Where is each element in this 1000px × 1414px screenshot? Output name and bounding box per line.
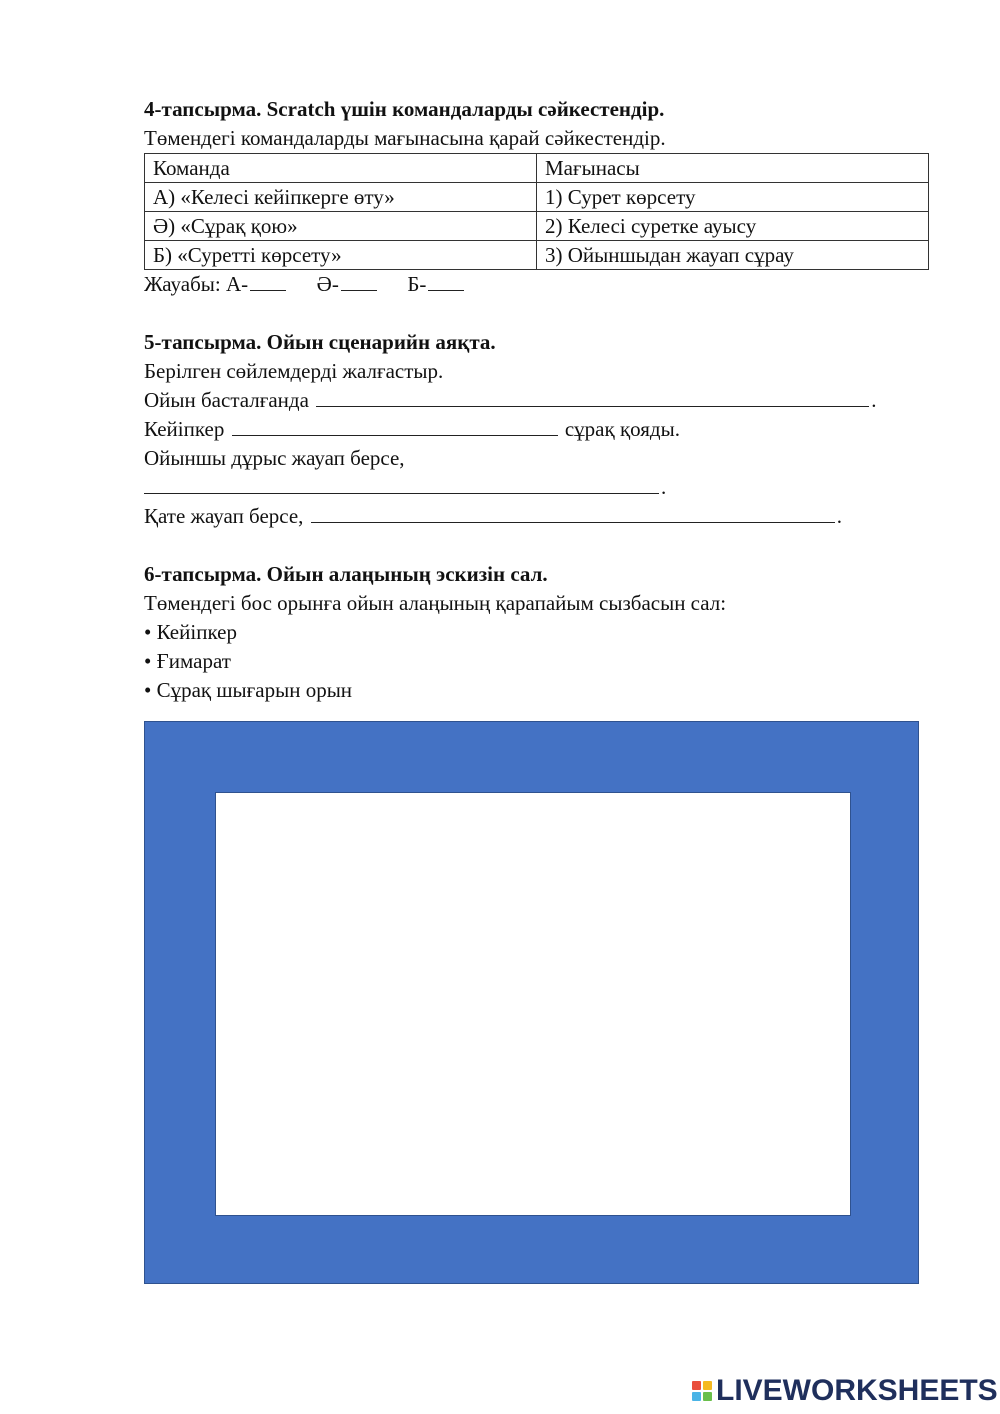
sentence-line-2 xyxy=(144,415,934,444)
table-header-cell: Мағынасы xyxy=(537,154,929,183)
table-cell: Ә) «Сұрақ қою» xyxy=(145,212,537,241)
table-cell: А) «Келесі кейіпкерге өту» xyxy=(145,183,537,212)
period: . xyxy=(661,475,667,499)
answer-a-label: А- xyxy=(225,272,249,296)
table-row xyxy=(145,183,929,212)
table-row xyxy=(145,241,929,270)
answer-label: Жауабы: xyxy=(144,272,221,296)
task6-instruction: Төмендегі бос орынға ойын алаңының қарапайым сызбасын сал: xyxy=(144,591,727,615)
bullet-item: • Кейіпкер xyxy=(144,620,237,644)
table-cell: 3) Ойыншыдан жауап сұрау xyxy=(537,241,929,270)
table-cell: 1) Сурет көрсету xyxy=(537,183,929,212)
bullet-item: • Ғимарат xyxy=(144,649,231,673)
task5-heading: 5-тапсырма. Ойын сценарийн аяқта. xyxy=(144,330,496,354)
sentence-line-4 xyxy=(144,473,934,502)
task4-heading: 4-тапсырма. Scratch үшін командаларды сәйкестендір. xyxy=(144,97,665,121)
drawing-frame xyxy=(144,721,919,1284)
sentence-5-blank[interactable] xyxy=(311,502,835,523)
sentence-1-text: Ойын басталғанда xyxy=(144,388,309,412)
sentence-3-blank[interactable] xyxy=(144,473,659,494)
drawing-area[interactable] xyxy=(215,792,851,1216)
command-table xyxy=(144,153,929,270)
logo-text: LIVEWORKSHEETS xyxy=(716,1374,998,1407)
answer-b-blank[interactable] xyxy=(428,270,464,291)
period: . xyxy=(871,388,877,412)
answer-ae-blank[interactable] xyxy=(341,270,377,291)
sentence-5-text: Қате жауап берсе, xyxy=(144,504,304,528)
sentence-line-1 xyxy=(144,386,934,415)
liveworksheets-logo xyxy=(692,1374,998,1408)
task6-heading: 6-тапсырма. Ойын алаңының эскизін сал. xyxy=(144,562,548,586)
bullet-item: • Сұрақ шығарын орын xyxy=(144,678,353,702)
sentence-2-end: сұрақ қояды. xyxy=(564,417,680,441)
sentence-1-blank[interactable] xyxy=(316,386,869,407)
table-cell: 2) Келесі суретке ауысу xyxy=(537,212,929,241)
table-header-row xyxy=(145,154,929,183)
answer-line xyxy=(144,270,934,299)
sentence-line-5 xyxy=(144,502,934,531)
table-cell: Б) «Суретті көрсету» xyxy=(145,241,537,270)
table-header-cell: Команда xyxy=(145,154,537,183)
task4-instruction: Төмендегі командаларды мағынасына қарай сәйкестендір. xyxy=(144,126,666,150)
answer-ae-label: Ә- xyxy=(316,272,339,296)
worksheet-page xyxy=(144,95,934,705)
answer-a-blank[interactable] xyxy=(250,270,286,291)
task5-instruction: Берілген сөйлемдерді жалғастыр. xyxy=(144,359,444,383)
sentence-2-blank[interactable] xyxy=(232,415,558,436)
table-row xyxy=(145,212,929,241)
sentence-2-start: Кейіпкер xyxy=(144,417,225,441)
logo-mark-icon xyxy=(692,1381,712,1401)
sentence-line-3: Ойыншы дұрыс жауап берсе, xyxy=(144,446,405,470)
period: . xyxy=(836,504,842,528)
answer-b-label: Б- xyxy=(407,272,427,296)
